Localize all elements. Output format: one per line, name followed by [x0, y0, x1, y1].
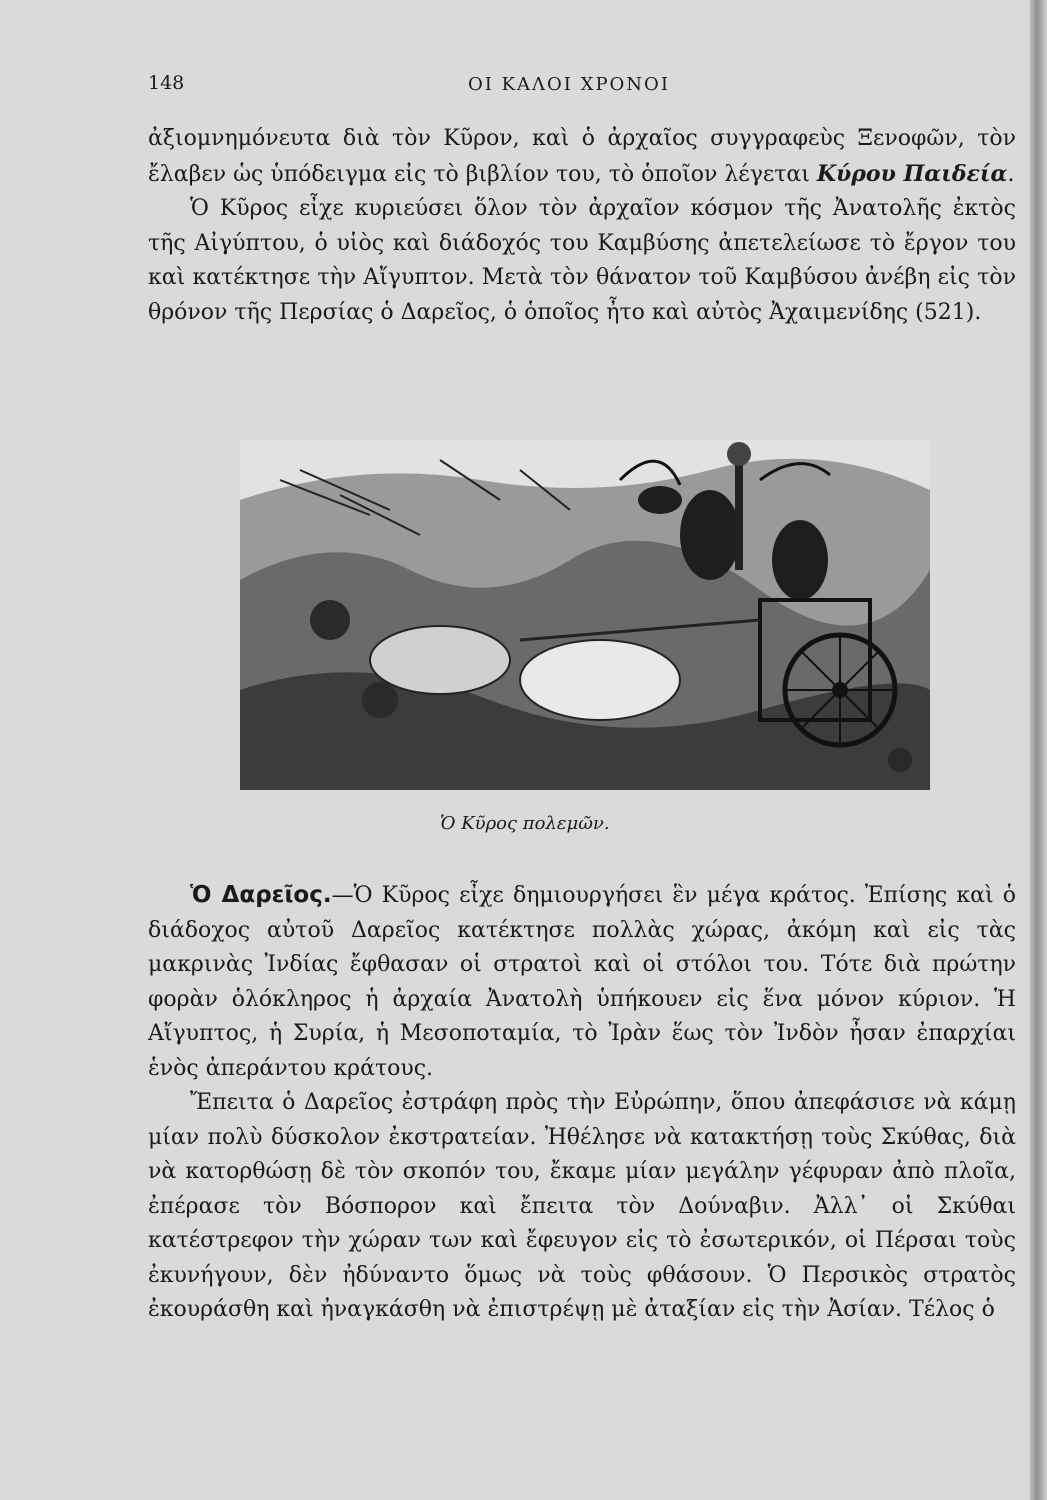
- running-title: ΟΙ ΚΑΛΟΙ ΧΡΟΝΟΙ: [468, 74, 670, 95]
- paragraph-2: Ὁ Κῦρος εἶχε κυριεύσει ὅλον τὸν ἀρχαῖον κόσμον τῆς Ἀνατολῆς ἐκτὸς τῆς Αἰγύπτου, ὁ υἱὸς καὶ διάδοχός του Καμβύσης ἀπετελείωσε τὸ ἔργον του καὶ κατέκτησε τὴν Αἴγυπτον. Μετὰ τὸν θάνατον τοῦ Καμβύσου ἀνέβη εἰς τὸν θρόνον τῆς Περσίας ὁ Δαρεῖος, ὁ ὁποῖος ἦτο καὶ αὐτὸς Ἀχαιμενίδης (521).: [148, 196, 1016, 325]
- battle-illustration: [240, 440, 930, 790]
- paragraph-1-text: ἀξιομνημόνευτα διὰ τὸν Κῦρον, καὶ ὁ ἀρχαῖος συγγραφεὺς Ξενοφῶν, τὸν ἔλαβεν ὡς ὑπόδειγμα εἰς τὸ βιβλίον του, τὸ ὁποῖον λέγεται: [148, 126, 1016, 187]
- paragraph-1-end: .: [1007, 161, 1015, 187]
- section-heading: Ὁ Δαρεῖος.: [190, 882, 332, 908]
- section-paragraph-1: [148, 878, 1016, 1086]
- paragraph-1: [148, 122, 1016, 192]
- page-edge: [1030, 0, 1047, 1500]
- section-paragraph-1-text: —Ὁ Κῦρος εἶχε δημιουργήσει ἓν μέγα κράτος. Ἐπίσης καὶ ὁ διάδοχος αὐτοῦ Δαρεῖος κατέκτησε πολλὰς χώρας, ἀκόμη καὶ εἰς τὰς μακρινὰς Ἰνδίας ἔφθασαν οἱ στρατοὶ καὶ οἱ στόλοι του. Τότε διὰ πρώτην φορὰν ὁλόκληρος ἡ ἀρχαία Ἀνατολὴ ὑπήκουεν εἰς ἕνα μόνον κύριον. Ἡ Αἴγυπτος, ἡ Συρία, ἡ Μεσοποταμία, τὸ Ἰρὰν ἕως τὸν Ἰνδὸν ἦσαν ἐπαρχίαι ἑνὸς ἀπεράντου κράτους.: [148, 883, 1016, 1081]
- page-header: [148, 72, 1018, 102]
- section-paragraph-2: Ἔπειτα ὁ Δαρεῖος ἐστράφη πρὸς τὴν Εὐρώπην, ὅπου ἀπεφάσισε νὰ κάμῃ μίαν πολὺ δύσκολον ἐκστρατείαν. Ἠθέλησε νὰ κατακτήσῃ τοὺς Σκύθας, διὰ νὰ κατορθώσῃ δὲ τὸν σκοπόν του, ἔκαμε μίαν μεγάλην γέφυραν ἀπὸ πλοῖα, ἐπέρασε τὸν Βόσπορον καὶ ἔπειτα τὸν Δούναβιν. Ἀλλ᾿ οἱ Σκύθαι κατέστρεφον τὴν χώραν των καὶ ἔφευγον εἰς τὸ ἐσωτερικόν, οἱ Πέρσαι τοὺς ἐκυνήγουν, δὲν ἠδύναντο ὅμως νὰ τοὺς φθάσουν. Ὁ Περσικὸς στρατὸς ἐκουράσθη καὶ ἠναγκάσθη νὰ ἐπιστρέψῃ μὲ ἀταξίαν εἰς τὴν Ἀσίαν. Τέλος ὁ: [148, 1090, 1016, 1322]
- page-number: 148: [148, 72, 185, 94]
- section-darius: [148, 878, 1016, 1328]
- figure-caption: Ὁ Κῦρος πολεμῶν.: [440, 813, 610, 834]
- body-text: [148, 122, 1016, 330]
- book-title: Κύρου Παιδεία: [816, 160, 1008, 187]
